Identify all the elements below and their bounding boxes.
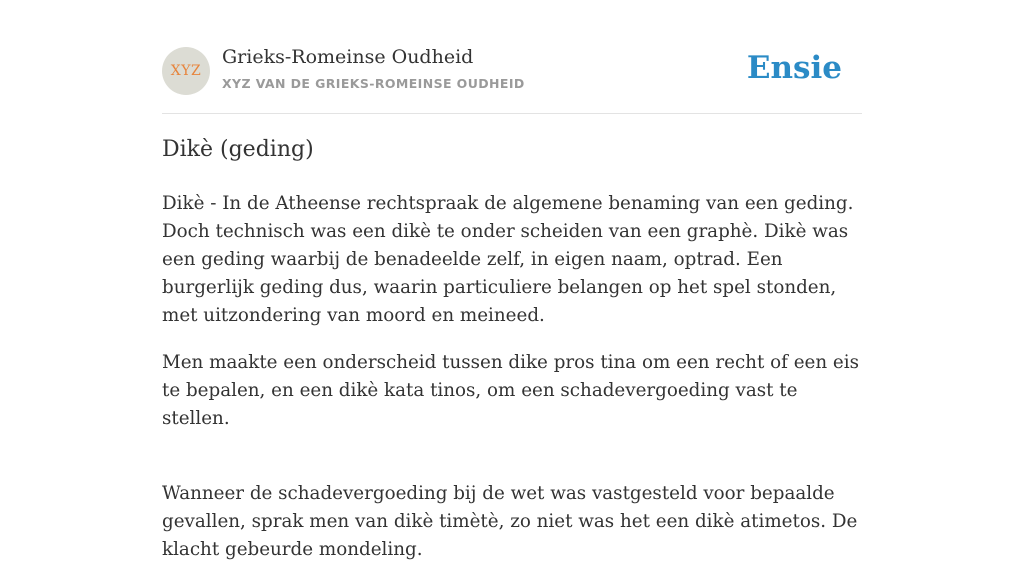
author-name[interactable]: Grieks-Romeinse Oudheid [222,46,474,68]
paragraph: Men maakte een onderscheid tussen dike pros tina om een recht of een eis te bepalen, en een dikè kata tinos, om een schadevergoeding vast te stellen. [162,352,859,429]
brand-logo[interactable]: Ensie [746,50,842,86]
paragraph: Dikè - In de Atheense rechtspraak de algemene benaming van een geding. Doch technisch was een dikè te onder scheiden van een graphè. Dikè was een geding waarbij de benadeelde zelf, in eigen naam, optrad. Een burgerlijk geding dus, waarin particuliere belangen op het spel stonden, met uitzondering van moord en meineed. [162,193,854,326]
article-header [162,46,862,96]
blank-line [162,452,868,480]
article-body [162,190,868,583]
paragraph: Wanneer de schadevergoeding bij de wet was vastgesteld voor bepaalde gevallen, sprak men van dikè timètè, zo niet was het een dikè atimetos. De klacht gebeurde mondeling. [162,483,858,560]
header-divider [162,113,862,114]
author-subtitle: XYZ VAN DE GRIEKS-ROMEINSE OUDHEID [222,76,525,91]
author-avatar[interactable]: XYZ [162,47,210,95]
article-title: Dikè (geding) [162,137,314,162]
